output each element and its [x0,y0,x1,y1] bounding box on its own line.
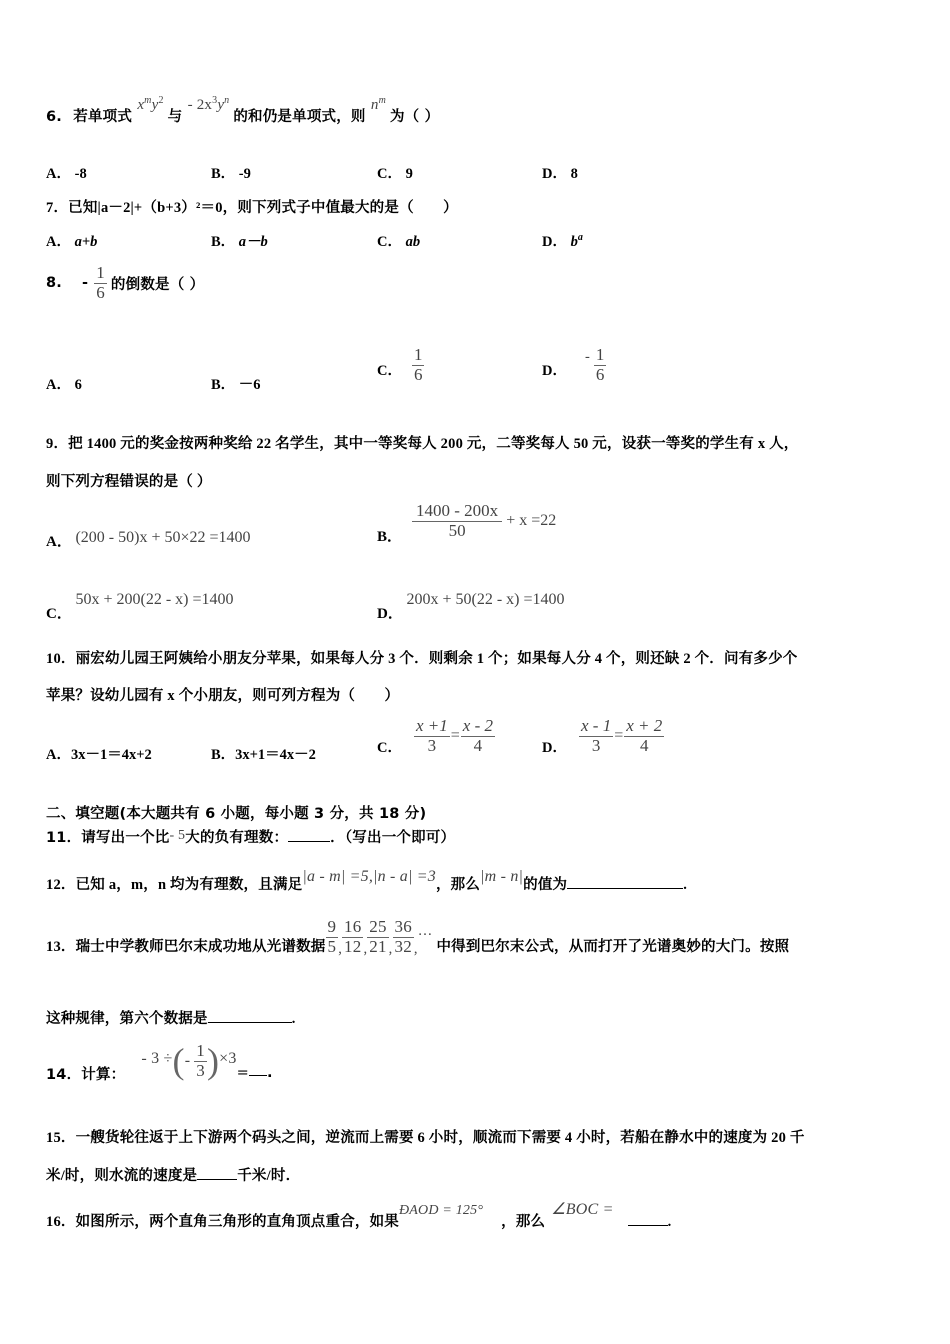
q12-expr-1: |a - m| =5,|n - a| =3 [302,868,436,885]
q6-option-d[interactable]: D． 8 [542,166,578,182]
question-15-line-2: 米/时，则水流的速度是 千米/时． [46,1168,301,1184]
q9-option-c[interactable]: C． 50x + 200(22 - x) =1400 [46,591,234,622]
q6-option-b[interactable]: B． -9 [211,166,251,182]
q6-text-4: 为（ ） [389,109,440,125]
q6-number: 6. [46,109,62,125]
q9-option-a[interactable]: A． (200 - 50)x + 50×22 =1400 [46,529,251,550]
q10-option-c[interactable]: C． $\frac{x +1}{3}$ = $\frac{x - 2}{4}$ [377,716,494,756]
section-2-heading: 二、填空题(本大题共有 6 小题，每小题 3 分，共 18 分) [46,806,427,822]
q7-option-b[interactable]: B． a－b [211,234,268,250]
q13-fraction-3: $\frac{25}{21}$ [369,917,387,956]
q13-fraction-4: $\frac{36}{32}$ [394,917,412,956]
q10-option-d[interactable]: D． $\frac{x - 1}{3}$ = $\frac{x + 2}{4}$ [542,716,663,756]
q10-option-a[interactable]: A．3x－1＝4x+2 [46,747,152,763]
q8-prefix: - [82,275,89,292]
q12-answer-blank[interactable] [567,876,683,889]
q6-text-1: 若单项式 [73,109,133,125]
question-7: 7．已知|a－2|+（b+3）²＝0，则下列式子中值最大的是（ ） [46,200,458,216]
q13-fraction-1: $\frac{9}{5}$ [327,917,337,956]
q10-option-b[interactable]: B．3x+1＝4x－2 [211,747,316,763]
q6-text-2: 与 [167,109,183,125]
q8-text: 的倒数是（ ） [110,276,205,293]
q6-option-a[interactable]: A． -8 [46,166,87,182]
question-16: 16．如图所示，两个直角三角形的直角顶点重合，如果ÐAOD = 125°，那么∠BOC =. [46,1201,672,1230]
question-11: 11．请写出一个比- 5大的负有理数： ．（写出一个即可） [46,828,456,846]
q7-option-a[interactable]: A． a+b [46,234,98,250]
q6-option-c[interactable]: C． 9 [377,166,413,182]
q8-option-d[interactable]: D． - $\frac{1}{6}$ [542,345,605,384]
q7-option-d[interactable]: D． $b^a$ [542,232,583,250]
question-6 [46,95,440,126]
q6-expr-3: $n^m$ [370,95,387,113]
q13-fraction-2: $\frac{16}{12}$ [344,917,362,956]
q6-text-3: 的和仍是单项式，则 [233,109,366,125]
q11-expr: - 5 [169,828,186,843]
q8-option-c[interactable]: C． $\frac{1}{6}$ [377,345,423,384]
q14-fraction: $\frac{1}{3}$ [196,1041,205,1080]
q11-answer-blank[interactable] [288,829,330,842]
question-13-line-2: 这种规律，第六个数据是 . [46,1011,296,1027]
q16-expr-1: ÐAOD = 125° [399,1203,484,1218]
question-14: 14．计算： - 3 ÷ ( - $\frac{1}{3}$ ) ×3 = . [46,1041,273,1083]
q9-option-b[interactable]: B． $\frac{1400 - 200x}{50}$ + x =22 [377,501,557,545]
question-10-line-1: 10．丽宏幼儿园王阿姨给小朋友分苹果，如果每人分 3 个．则剩余 1 个；如果每人分 4 个，则还缺 2 个．问有多少个 [46,651,798,667]
question-10-line-2: 苹果？设幼儿园有 x 个小朋友，则可列方程为（ ） [46,688,400,704]
q8-option-a[interactable]: A． 6 [46,377,82,393]
question-8 [46,264,204,302]
question-9-line-2: 则下列方程错误的是（ ） [46,474,212,490]
q14-answer-blank[interactable] [249,1063,267,1076]
q8-option-b[interactable]: B． －6 [211,377,261,393]
q8-fraction: $\frac{1}{6}$ [96,263,105,302]
q16-expr-2: ∠BOC = [551,1201,614,1218]
q6-expr-1: $x^my^2$ [137,95,164,113]
q8-number: 8. [46,275,62,292]
q9-option-d[interactable]: D． 200x + 50(22 - x) =1400 [377,591,565,622]
q6-expr-2: - $2x^3y^n$ [187,95,230,113]
question-15-line-1: 15．一艘货轮往返于上下游两个码头之间，逆流而上需要 6 小时，顺流而下需要 4 小时，若船在静水中的速度为 20 千 [46,1130,805,1146]
q7-option-c[interactable]: C． ab [377,234,421,250]
q15-answer-blank[interactable] [197,1167,237,1180]
question-13: 13．瑞士中学教师巴尔末成功地从光谱数据 $\frac{9}{5}$ , $\frac{16}{12}$ , $\frac{25}{21}$ , $\frac{36}{32}$ , … 中得到巴尔末公式，从而打开了光谱奥妙的大门。按照 [46,917,790,957]
question-9-line-1: 9．把 1400 元的奖金按两种奖给 22 名学生，其中一等奖每人 200 元，二等奖每人 50 元，设获一等奖的学生有 x 人， [46,436,799,452]
question-12: 12．已知 a，m，n 均为有理数，且满足|a - m| =5,|n - a| =3，那么|m - n|的值为 . [46,868,688,893]
q16-answer-blank[interactable] [628,1213,668,1226]
q13-answer-blank[interactable] [208,1010,292,1023]
q12-expr-2: |m - n| [480,868,524,885]
